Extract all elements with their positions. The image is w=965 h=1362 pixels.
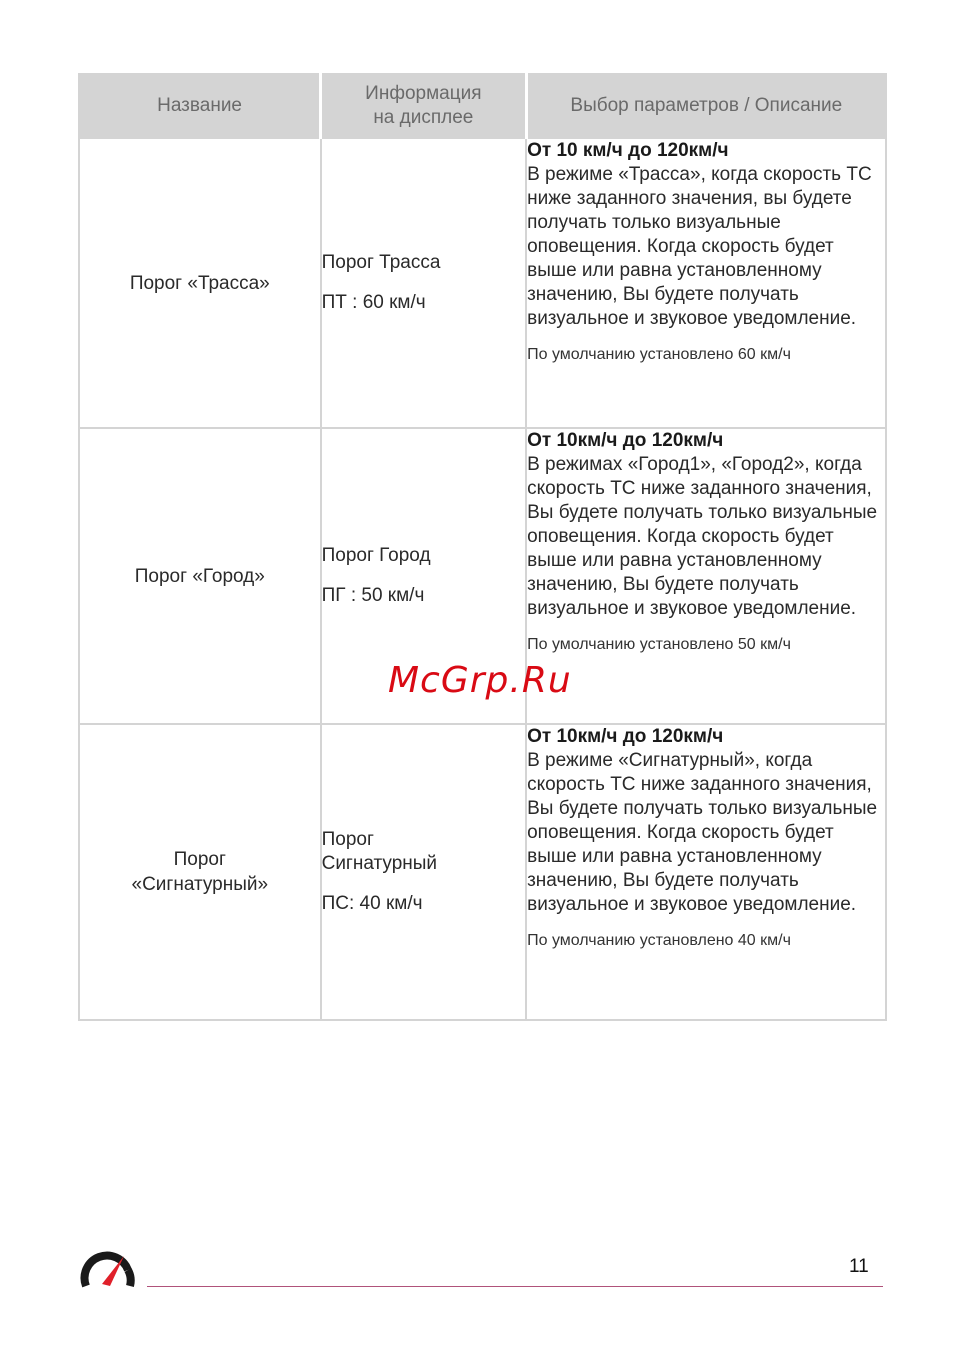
display-info (321, 138, 527, 428)
description-text: В режиме «Сигнатурный», когда скорость ТС ниже заданного значения, Вы будете получать только визуальные оповещения. Когда скорость будет выше или равна установленному значению, Вы будете получать визуальное и звуковое уведомление. (527, 750, 878, 915)
display-value: ПС: 40 км/ч (321, 893, 423, 914)
display-value: ПТ : 60 км/ч (321, 292, 426, 313)
display-label: Порог Трасса (321, 252, 441, 273)
page-number: 11 (849, 1256, 869, 1277)
setting-name: Порог «Город» (79, 428, 321, 724)
description-cell (526, 724, 886, 1020)
description-cell (526, 428, 886, 724)
settings-table (78, 73, 887, 1021)
display-value: ПГ : 50 км/ч (321, 585, 425, 606)
description-text: В режимах «Город1», «Город2», когда скорость ТС ниже заданного значения, Вы будете получать только визуальные оповещения. Когда скорость будет выше или равна установленному значению, Вы будете получать визуальное и звуковое уведомление. (527, 454, 878, 619)
display-label: Порог Город (321, 545, 431, 566)
display-label: Порог Сигнатурный (321, 829, 438, 874)
table-row (79, 724, 886, 1020)
header-display-info: Информация на дисплее (321, 74, 527, 138)
footer-divider (147, 1286, 883, 1287)
range-text: От 10 км/ч до 120км/ч (527, 140, 729, 161)
description-cell (526, 138, 886, 428)
default-value-text: По умолчанию установлено 50 км/ч (527, 636, 791, 653)
speedometer-icon (80, 1246, 136, 1288)
table-header-row (79, 74, 886, 138)
display-info (321, 724, 527, 1020)
default-value-text: По умолчанию установлено 40 км/ч (527, 932, 791, 949)
header-parameters-description: Выбор параметров / Описание (526, 74, 886, 138)
default-value-text: По умолчанию установлено 60 км/ч (527, 346, 791, 363)
watermark: McGrp.Ru (388, 660, 572, 701)
range-text: От 10км/ч до 120км/ч (527, 726, 724, 747)
header-name: Название (79, 74, 321, 138)
description-text: В режиме «Трасса», когда скорость ТС ниже заданного значения, вы будете получать только визуальные оповещения. Когда скорость будет выше или равна установленному значению, Вы будете получать визуальное и звуковое уведомление. (527, 164, 872, 329)
setting-name: Порог «Трасса» (79, 138, 321, 428)
range-text: От 10км/ч до 120км/ч (527, 430, 724, 451)
setting-name: Порог «Сигнатурный» (79, 724, 321, 1020)
table-row (79, 138, 886, 428)
